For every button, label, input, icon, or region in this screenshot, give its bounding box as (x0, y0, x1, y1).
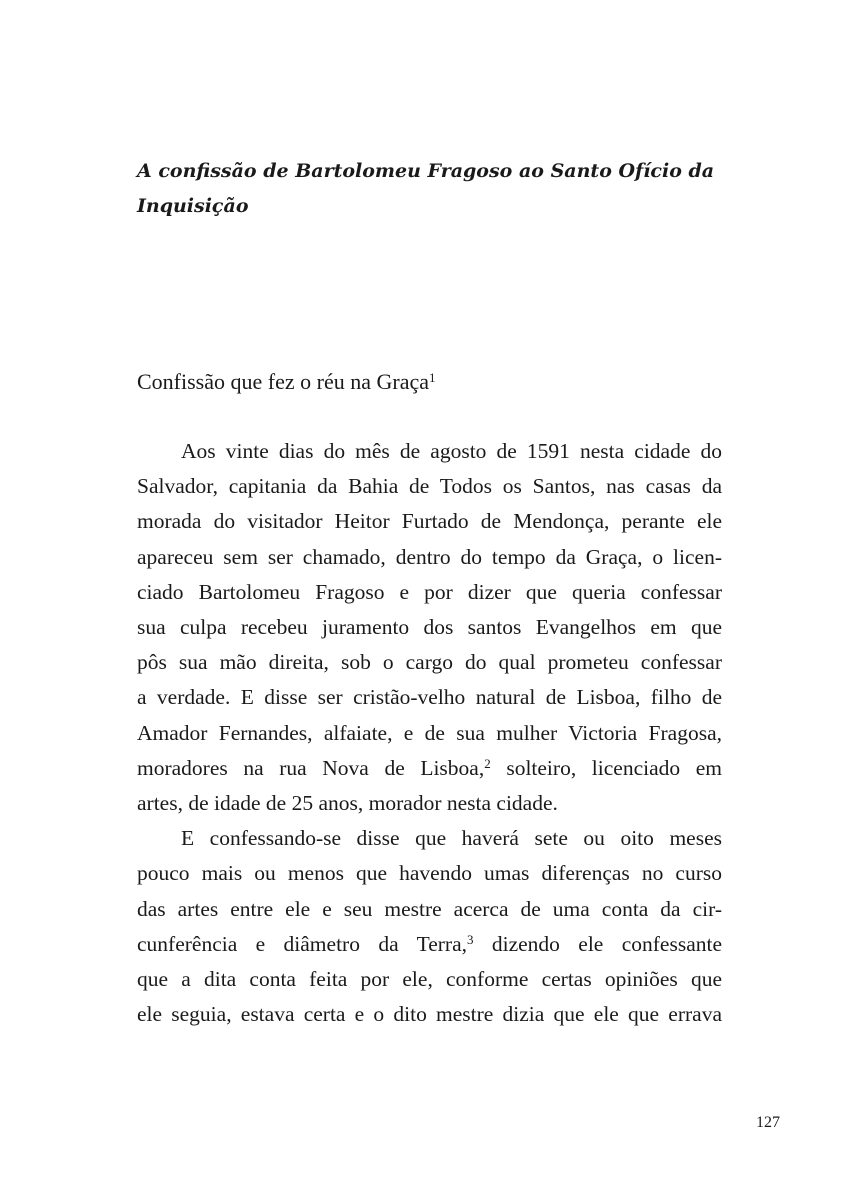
footnote-ref-1: 1 (428, 369, 436, 385)
text-line: E confessando-se disse que haverá sete ou oito meses (181, 826, 722, 851)
text-line: ciado Bartolomeu Fragoso e por dizer que queria confessar (137, 579, 722, 604)
text-line (137, 751, 722, 786)
text-line: Amador Fernandes, alfaiate, e de sua mulher Victoria Fragosa, (137, 720, 722, 745)
chapter-title: A confissão de Bartolomeu Fragoso ao Santo Ofício da Inquisição (137, 160, 715, 217)
body-text (137, 434, 722, 1032)
page-number: 127 (756, 1114, 780, 1131)
text-line: ele seguia, estava certa e o dito mestre dizia que ele que errava (137, 1002, 722, 1027)
text-line (137, 927, 722, 962)
text-segment: solteiro, licenciado em (490, 755, 722, 780)
text-segment: moradores na rua Nova de Lisboa, (137, 755, 485, 780)
text-line: Salvador, capitania da Bahia de Todos os Santos, nas casas da (137, 474, 722, 499)
text-line: artes, de idade de 25 anos, morador nesta cidade. (137, 791, 558, 816)
section-heading-text: Confissão que fez o réu na Graça (137, 369, 429, 394)
footnote-ref-3: 3 (467, 931, 474, 947)
text-line: pouco mais ou menos que havendo umas diferenças no curso (137, 861, 722, 886)
text-line: que a dita conta feita por ele, conforme certas opiniões que (137, 967, 722, 992)
text-line: sua culpa recebeu juramento dos santos Evangelhos em que (137, 615, 722, 640)
text-line: Aos vinte dias do mês de agosto de 1591 nesta cidade do (181, 439, 722, 463)
text-line: morada do visitador Heitor Furtado de Mendonça, perante ele (137, 509, 722, 534)
text-line: a verdade. E disse ser cristão-velho natural de Lisboa, filho de (137, 685, 722, 710)
text-line: apareceu sem ser chamado, dentro do tempo da Graça, o licen- (137, 544, 722, 569)
text-line: pôs sua mão direita, sob o cargo do qual prometeu confessar (137, 650, 722, 675)
text-segment: dizendo ele confessante (473, 931, 723, 956)
text-segment: cunferência e diâmetro da Terra, (137, 931, 467, 956)
section-heading (137, 364, 435, 400)
text-line: das artes entre ele e seu mestre acerca de uma conta da cir- (137, 896, 722, 921)
footnote-ref-2: 2 (484, 755, 491, 771)
